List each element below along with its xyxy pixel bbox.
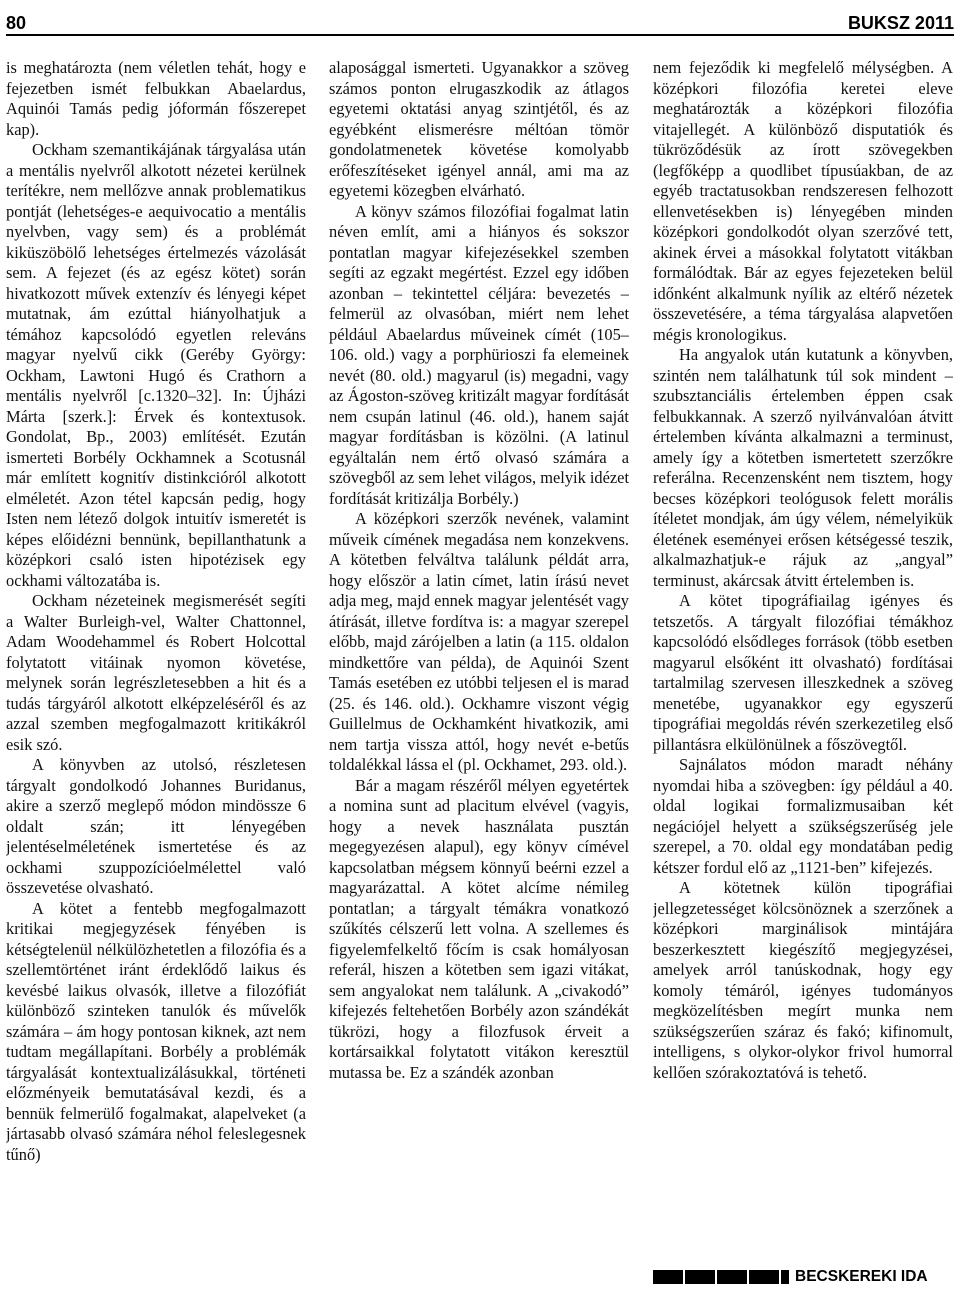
- paragraph: Sajnálatos módon maradt néhány nyomdai hiba a szövegben: így például a 40. oldal logikai formalizmusaiban két negációjel helyett a szükségszerűség jele szerepel, a 70. oldal egy mondatában pedig kétszer fordul elő az „1121-ben” kifejezés.: [653, 755, 953, 877]
- paragraph: A kötet tipográfiailag igényes és tetszetős. A tárgyalt filozófiai témákhoz kapcsolódó elsődleges források (több esetben magyarul elsőként itt olvasható) fordításai tartalmilag szervesen illeszkednek a szöveg menetébe, ugyanakkor egy egyszerű tipográfiai megoldás révén szerkezetileg első pillantásra elkülönülnek a főszövegtől.: [653, 591, 953, 754]
- paragraph: Bár a magam részéről mélyen egyetértek a nomina sunt ad placitum elvével (vagyis, hogy a nevek használata pusztán megegyezésen alapul), egy könyv címével kapcsolatban mégsem könnyű beérni ezzel a magyarázattal. A kötet alcíme némileg pontatlan; a tárgyalt témákra vonatkozó szűkítés célszerű lett volna. A szellemes és figyelemfelkeltő főcím is csak homályosan referál, hiszen a kötetben sem igazi vitákat, sem angyalokat nem találunk. A „civakodó” kifejezés feltehetően Borbély azon szándékát tükrözi, hogy a filozfusok érveit a kortársaikkal folytatott vitákon keresztül mutassa be. Ez a szándék azonban: [329, 775, 629, 1082]
- text-column-3: [653, 58, 953, 1288]
- author-signature: [653, 1266, 955, 1288]
- header-rule: [6, 34, 954, 36]
- page-header: [6, 4, 954, 34]
- paragraph: Ockham szemantikájának tárgyalása után a mentális nyelvről alkotott nézetei kerülnek terítékre, nem mellőzve annak problematikus pontját (lehetséges-e aequivocatio a mentális nyelvben, vagy sem) és a problémát kiküszöbölő lehetséges értelmezés vázolását sem. A fejezet (és az egész kötet) során hivatkozott művek extenzív és lényegi képet mutatnak, ám ezúttal hiányolhatjuk a témához kapcsolódó egyetlen releváns magyar nyelvű cikk (Geréby György: Ockham, Lawtoni Hugó és Crathorn a mentális nyelvről [c.1320–32]. In: Újházi Márta [szerk.]: Érvek és kontextusok. Gondolat, Bp., 2003) említését. Ezután ismerteti Borbély Ockhamnek a Scotusnál már említett kognitív distinkcióról alkotott elméletét. Azon tétel kapcsán pedig, hogy Isten nem létező dolgok intuitív ismeretét is képes előidézni bennünk, bepillanthatunk a középkori csaló isten hipotézisek egy ockhami változatába is.: [6, 140, 306, 590]
- paragraph: is meghatározta (nem véletlen tehát, hogy e fejezetben ismét felbukkan Abaelardus, Aquinói Tamás pedig jóformán főszerepet kap).: [6, 58, 306, 139]
- text-column-1: [6, 58, 306, 1288]
- page-number: 80: [6, 13, 27, 33]
- journal-title: BUKSZ 2011: [847, 13, 954, 33]
- paragraph: A könyv számos filozófiai fogalmat latin néven említ, ami a hiányos és sokszor pontatlan magyar kifejezésekkel szemben segíti az egzakt megértést. Ezzel egy időben azonban – tekintettel céljára: bevezetés – felmerül az olvasóban, miért nem lehet például Abaelardus műveinek címét (105–106. old.) vagy a porphürioszi fa elemeinek nevét (80. old.) magyarul (is) megadni, vagy az Ágoston-szöveg kritizált magyar fordítását nem csupán latinul (46. old.), hanem saját magyar fordításban is közölni. (A latinul egyáltalán nem értő olvasó számára a szövegből az sem lehet világos, melyik idézet fordítását kritizálja Borbély.): [329, 201, 629, 508]
- text-column-2: [329, 58, 629, 1288]
- paragraph: A középkori szerzők nevének, valamint műveik címének megadása nem konzekvens. A kötetben felváltva találunk példát arra, hogy először a latin címet, latin írású nevet adja meg, majd ennek magyar jelentését vagy átírását, illetve fordítva is: a magyar szerepel előbb, majd zárójelben a latin (a 115. oldalon mindkettőre van példa), de Aquinói Szent Tamás esetében ez utóbbi teljesen el is marad (25. és 146. old.). Ockhamre viszont végig Guillelmus de Ockhamként hivatkozik, ami nem tartja vissza attól, hogy nevét e-betűs toldalékkal lássa el (pl. Ockhamet, 293. old.).: [329, 509, 629, 774]
- author-name: BECSKEREKI IDA: [795, 1268, 928, 1285]
- signature-bar: [653, 1270, 789, 1284]
- paragraph: nem fejeződik ki megfelelő mélységben. A középkori filozófia keretei eleve meghatározták a középkori filozófia vitajellegét. A különböző disputatiók és tükröződésük az írott szövegekben (legfőképp a quodlibet típusúakban, de az egyéb tractatusokban rendszeresen felhozott ellenvetésekben is) lényegében minden középkori gondolkodót olyan szerzővé tett, akinek érvei a másokkal folytatott vitákban formálódtak. Bár az egyes fejezeteken belül időnként alkalmunk nyílik az eltérő nézetek összevetésére, a téma tárgyalása alapvetően mégis kronologikus.: [653, 58, 953, 344]
- paragraph: A kötet a fentebb megfogalmazott kritikai megjegyzések fényében is kétségtelenül nélkülözhetetlen a filozófia és a szellemtörténet iránt érdeklődő laikus és kevésbé laikus olvasók, illetve a filozófiát különböző szinteken tanulók és művelők számára – ám hogy pontosan kiknek, azt nem tudtam megállapítani. Borbély a problémák tárgyalását kontextualizálásukkal, történeti előzményeik bemutatásával kezdi, és a bennük felmerülő fogalmakat, alapelveket (a jártasabb olvasó számára néhol feleslegesnek tűnő): [6, 898, 306, 1164]
- paragraph: Ha angyalok után kutatunk a könyvben, szintén nem találhatunk túl sok mindent – szubsztanciális értelemben éppen csak felbukkannak. A szerző nyilvánvalóan átvitt értelemben kívánta alkalmazni a terminust, amely így a kötetben ismertetett szerzőkre referálna. Recenzensként nem tisztem, hogy becses középkori teológusok felett morális ítéletet mondjak, ám úgy vélem, némelyikük életének eseményei erősen kétségessé teszik, alkalmazhatjuk-e rájuk az „angyal” terminust, akárcsak átvitt értelemben is.: [653, 345, 953, 590]
- paragraph: A könyvben az utolsó, részletesen tárgyalt gondolkodó Johannes Buridanus, akire a szerző meglepő módon mindössze 6 oldalt szán; itt lényegében jelentéselméletének ismertetése és az ockhami szuppozícióelmélettel való összevetése olvasható.: [6, 755, 306, 897]
- paragraph: Ockham nézeteinek megismerését segíti a Walter Burleigh-vel, Walter Chattonnel, Adam Woodehammel és Robert Holcottal folytatott vitáinak nyomon követése, melynek során legrészletesebben a hit és a tudás tárgyáról alkotott elképzeléséről és az azzal szemben megfogalmazott kritikákról esik szó.: [6, 591, 306, 754]
- paragraph: A kötetnek külön tipográfiai jellegzetességet kölcsönöznek a szerzőnek a középkori marginálisok mintájára beszerkesztett kiegészítő megjegyzései, amelyek arról tanúskodnak, hogy egy komoly témáról, igényes tudományos megközelítésben megírt munka nem szükségszerűen száraz és fakó; kifinomult, intelligens, s olykor-olykor frivol humorral kellően szórakoztatóvá is tehető.: [653, 878, 953, 1082]
- paragraph: alaposággal ismerteti. Ugyanakkor a szöveg számos ponton elrugaszkodik az átlagos egyetemi oktatási anyag szintjétől, és az egyébként elismerésre méltóan tömör gondolatmenetek követése komolyabb erőfeszítéseket igényel annál, ami ma az egyetemi közegben elvárható.: [329, 58, 629, 200]
